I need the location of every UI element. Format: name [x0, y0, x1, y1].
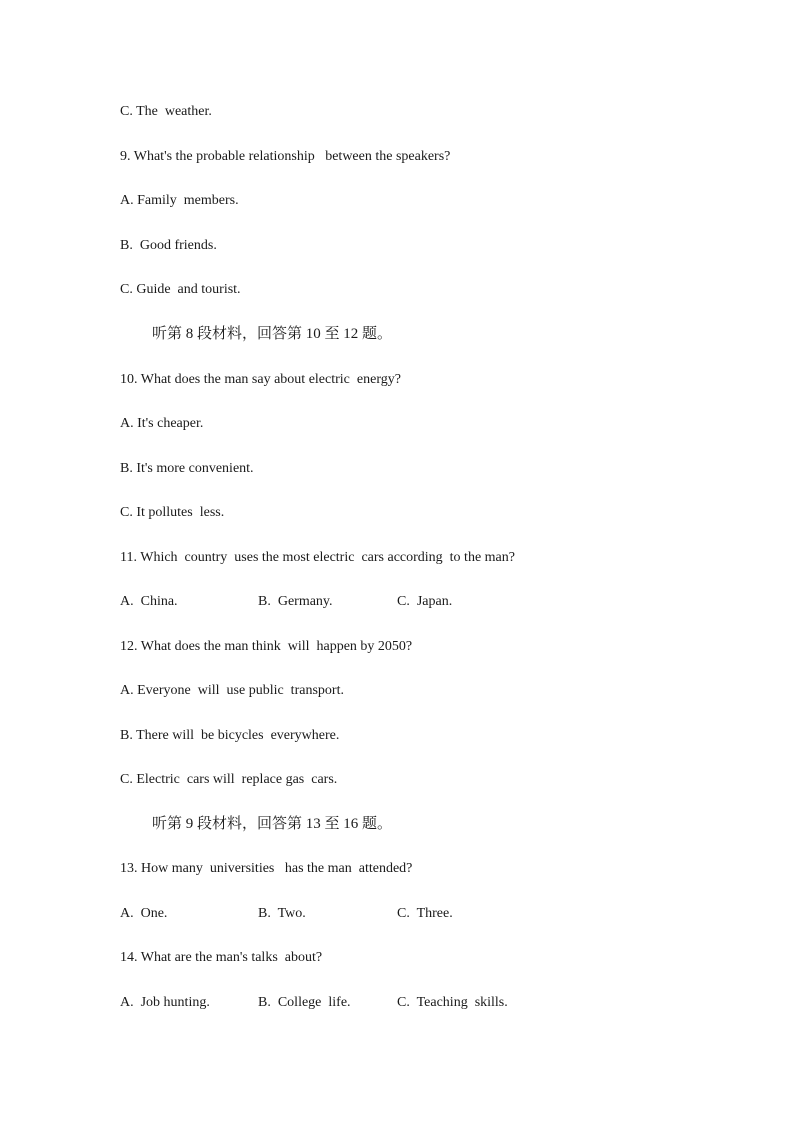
q14-option-c: C. Teaching skills. — [397, 995, 508, 1010]
question-10: 10. What does the man say about electric energy? — [120, 372, 401, 387]
question-13: 13. How many universities has the man attended? — [120, 861, 413, 876]
q11-option-b: B. Germany. — [258, 594, 333, 609]
q13-option-c: C. Three. — [397, 906, 453, 921]
q11-option-a: A. China. — [120, 594, 178, 609]
q12-option-a: A. Everyone will use public transport. — [120, 683, 344, 698]
question-9: 9. What's the probable relationship between the speakers? — [120, 149, 451, 164]
section-heading-9: 听第 9 段材料，回答第 13 至 16 题。 — [152, 816, 393, 832]
q14-option-b: B. College life. — [258, 995, 351, 1010]
q10-option-c: C. It pollutes less. — [120, 505, 225, 520]
q9-option-c: C. Guide and tourist. — [120, 282, 241, 297]
question-14: 14. What are the man's talks about? — [120, 950, 323, 965]
q13-option-a: A. One. — [120, 906, 168, 921]
question-11: 11. Which country uses the most electric cars according to the man? — [120, 550, 515, 565]
question-12: 12. What does the man think will happen by 2050? — [120, 639, 413, 654]
q8-option-c: C. The weather. — [120, 104, 212, 119]
q10-option-a: A. It's cheaper. — [120, 416, 204, 431]
q13-option-b: B. Two. — [258, 906, 306, 921]
section-heading-8: 听第 8 段材料，回答第 10 至 12 题。 — [152, 326, 393, 342]
q11-option-c: C. Japan. — [397, 594, 453, 609]
q12-option-c: C. Electric cars will replace gas cars. — [120, 772, 338, 787]
q9-option-b: B. Good friends. — [120, 238, 217, 253]
q12-option-b: B. There will be bicycles everywhere. — [120, 728, 340, 743]
q10-option-b: B. It's more convenient. — [120, 461, 254, 476]
q14-option-a: A. Job hunting. — [120, 995, 210, 1010]
q9-option-a: A. Family members. — [120, 193, 239, 208]
